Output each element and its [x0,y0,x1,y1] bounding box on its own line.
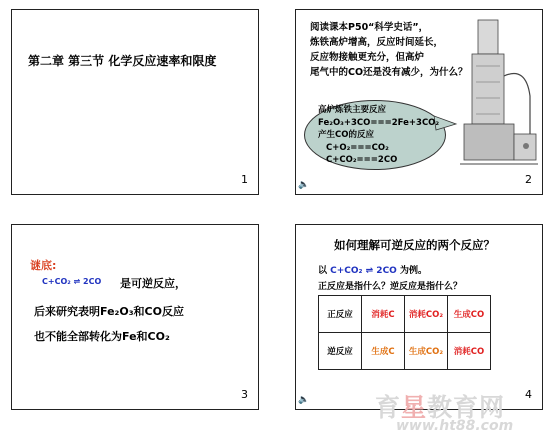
bubble-line: 高炉炼铁主要反应 [318,105,387,115]
watermark-url: www.ht88.com [396,418,514,434]
intro-prefix: 以 [318,266,328,276]
slide-1-title: 第二章 第三节 化学反应速率和限度 [28,54,217,68]
slide-3-hint: 谜底: [30,259,57,272]
table-row [319,296,491,333]
bubble-line: Fe₂O₃+3CO===2Fe+3CO₂ [318,117,440,128]
slide-2-page-number: 2 [525,173,532,186]
table-cell: 正反应 [319,296,362,333]
slide-3-line-3: 也不能全部转化为Fe和CO₂ [34,330,170,343]
table-cell: 逆反应 [319,333,362,370]
slide-2-text [310,20,480,80]
watermark-star-char: 星 [401,393,428,422]
reaction-equation: C+CO₂ ⇌ 2CO [42,277,102,286]
slide-3-line-2: 后来研究表明Fe₂O₃和CO反应 [34,305,184,318]
reaction-table [318,295,491,370]
table-cell: 消耗CO₂ [405,296,448,333]
slide-1-page-number: 1 [241,173,248,186]
speaker-icon[interactable]: 🔈 [298,180,310,190]
slide-2-text-line: 反应物接触更充分，但高炉 [310,52,425,63]
slide-2-text-line: 尾气中的CO还是没有减少，为什么？ [310,67,468,78]
intro-suffix: 为例。 [399,266,427,276]
intro-equation: C+CO₂ ⇌ 2CO [330,266,397,276]
slide-4[interactable] [295,224,543,410]
bubble-line: C+O₂===CO₂ [326,142,389,153]
table-cell: 生成CO₂ [405,333,448,370]
slide-2[interactable] [295,9,543,195]
slide-1[interactable] [11,9,259,195]
watermark-text: 育 [375,393,402,422]
slide-2-text-line: 阅读课本P50“科学史话”， [310,22,429,33]
slide-3[interactable] [11,224,259,410]
bubble-text [318,104,439,167]
slide-4-question: 正反应是指什么？逆反应是指什么？ [318,282,463,292]
blast-furnace-illustration [456,16,540,174]
table-cell: 消耗CO [448,333,491,370]
bubble-line: C+CO₂===2CO [326,155,398,165]
slide-4-title: 如何理解可逆反应的两个反应？ [334,238,495,252]
slide-4-page-number: 4 [525,388,532,401]
slide-4-intro [318,263,427,276]
table-row [319,333,491,370]
slide-3-line-1: 是可逆反应， [120,277,186,290]
watermark-text: 教育网 [427,393,506,422]
table-cell: 生成C [362,333,405,370]
table-cell: 消耗C [362,296,405,333]
bubble-line: 产生CO的反应 [318,130,374,140]
table-cell: 生成CO [448,296,491,333]
speaker-icon[interactable]: 🔈 [298,395,310,405]
slide-2-text-line: 炼铁高炉增高，反应时间延长， [310,37,444,48]
slide-3-page-number: 3 [241,388,248,401]
